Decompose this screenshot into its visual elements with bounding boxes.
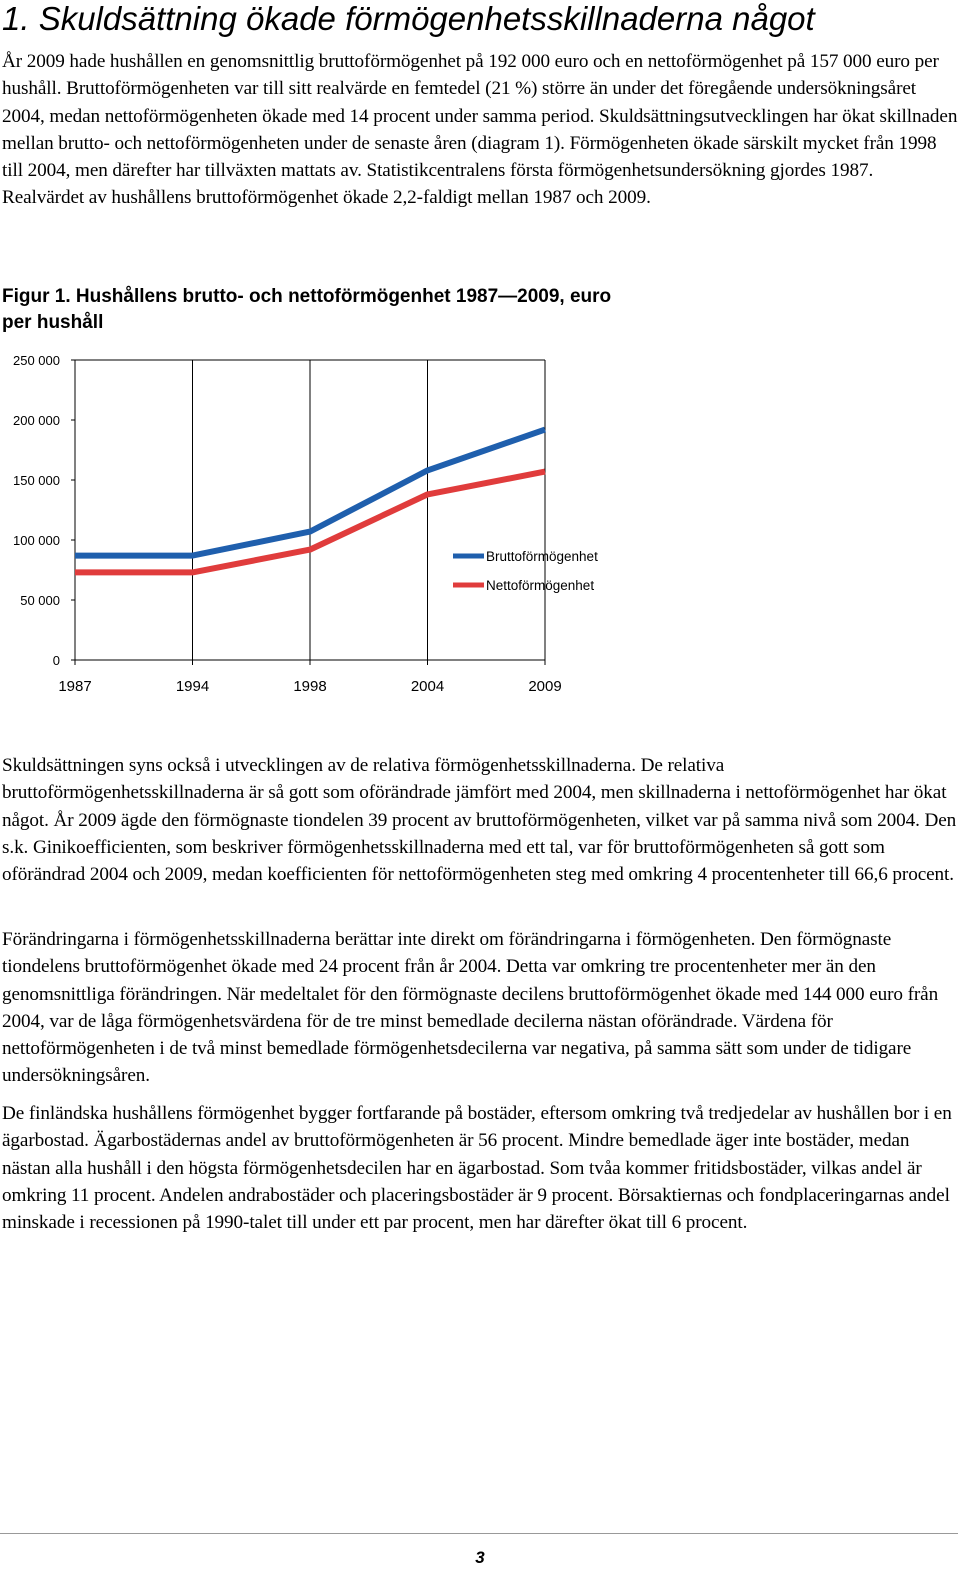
x-tick-label: 1987 [58, 678, 92, 695]
paragraph-housing-wealth: De finländska hushållens förmögenhet bygger fortfarande på bostäder, eftersom omkring två tredjedelar av hushållen bor i en ägarbostad. Ägarbostädernas andel av bruttoförmögenheten är 56 procent. Mindre bemedlade äger inte bostäder, medan nästan alla hushåll i den högsta förmögenhetsdecilen har en ägarbostad. Som tvåa kommer fritidsbostäder, vilkas andel är omkring 11 procent. Andelen andrabostäder och placeringsbostäder är 9 procent. Börsaktiernas och fondplaceringarnas andel minskade i recessionen på 1990-talet till under ett par procent, men har därefter ökat till 6 procent. [2, 1103, 952, 1234]
section-heading: 1. Skuldsättning ökade förmögenhetsskillnaderna något [2, 0, 815, 37]
wealth-line-chart [0, 340, 620, 710]
x-axis-ticks [58, 660, 561, 695]
x-tick-label: 1994 [175, 678, 210, 695]
legend-label: Nettoförmögenhet [486, 578, 595, 593]
y-axis-ticks [13, 353, 75, 668]
y-tick-label: 150 000 [13, 473, 60, 488]
y-tick-label: 100 000 [13, 533, 60, 548]
x-tick-label: 2004 [410, 678, 445, 695]
y-tick-label: 250 000 [13, 353, 60, 368]
legend-label: Bruttoförmögenhet [486, 549, 598, 564]
y-tick-label: 50 000 [20, 593, 60, 608]
figure-caption [2, 284, 702, 336]
figure-caption-line-2: per hushåll [2, 312, 104, 333]
x-tick-label: 2009 [528, 678, 562, 695]
x-tick-label: 1998 [293, 678, 327, 695]
chart-legend [453, 549, 598, 593]
y-tick-label: 0 [52, 653, 60, 668]
paragraph-intro: År 2009 hade hushållen en genomsnittlig bruttoförmögenhet på 192 000 euro och en nettoförmögenhet på 157 000 euro per hushåll. Bruttoförmögenheten var till sitt realvärde en femtedel (21 %) större än under det föregående undersökningsåret 2004, medan nettoförmögenheten ökade med 14 procent under samma period. Skuldsättningsutvecklingen har ökat skillnaden mellan brutto- och nettoförmögenheten under de senaste åren (diagram 1). Förmögenheten ökade särskilt mycket från 1998 till 2004, men därefter har tillväxten mattats av. Statistikcentralens första förmögenhetsundersökning gjordes 1987. Realvärdet av hushållens bruttoförmögenhet ökade 2,2-faldigt mellan 1987 och 2009. [2, 51, 958, 209]
chart-grid [193, 360, 546, 660]
figure-caption-line-1: Figur 1. Hushållens brutto- och nettoförmögenhet 1987—2009, euro [2, 286, 612, 307]
paragraph-decile-changes: Förändringarna i förmögenhetsskillnaderna berättar inte direkt om förändringarna i förmögenheten. Den förmögnaste tiondelens bruttoförmögenhet ökade med 24 procent från år 2004. Detta var omkring tre procentenheter mer än den genomsnittliga förändringen. När medeltalet för den förmögnaste decilens bruttoförmögenhet ökade med 144 000 euro från 2004, var de låga förmögenhetsvärdena för de tre minst bemedlade decilerna nästan oförändrade. Värdena för nettoförmögenheten i de två minst bemedlade förmögenhetsdecilerna var negativa, på samma sätt som under de tidigare undersökningsåren. [2, 929, 939, 1087]
paragraph-relative-differences: Skuldsättningen syns också i utvecklingen av de relativa förmögenhetsskillnaderna. De relativa bruttoförmögenhetsskillnaderna är så gott som oförändrade jämfört med 2004, men skillnaderna i nettoförmögenhet har ökat något. År 2009 ägde den förmögnaste tiondelen 39 procent av bruttoförmögenheten, vilket var på samma nivå som 2004. Den s.k. Ginikoefficienten, som beskriver förmögenhetsskillnaderna med ett tal, var för bruttoförmögenheten så gott som oförändrad 2004 och 2009, medan koefficienten för nettoförmögenheten steg med omkring 4 procentenheter till 66,6 procent. [2, 755, 957, 886]
y-tick-label: 200 000 [13, 413, 60, 428]
footer-divider [0, 1533, 958, 1534]
page-number: 3 [475, 1548, 485, 1567]
